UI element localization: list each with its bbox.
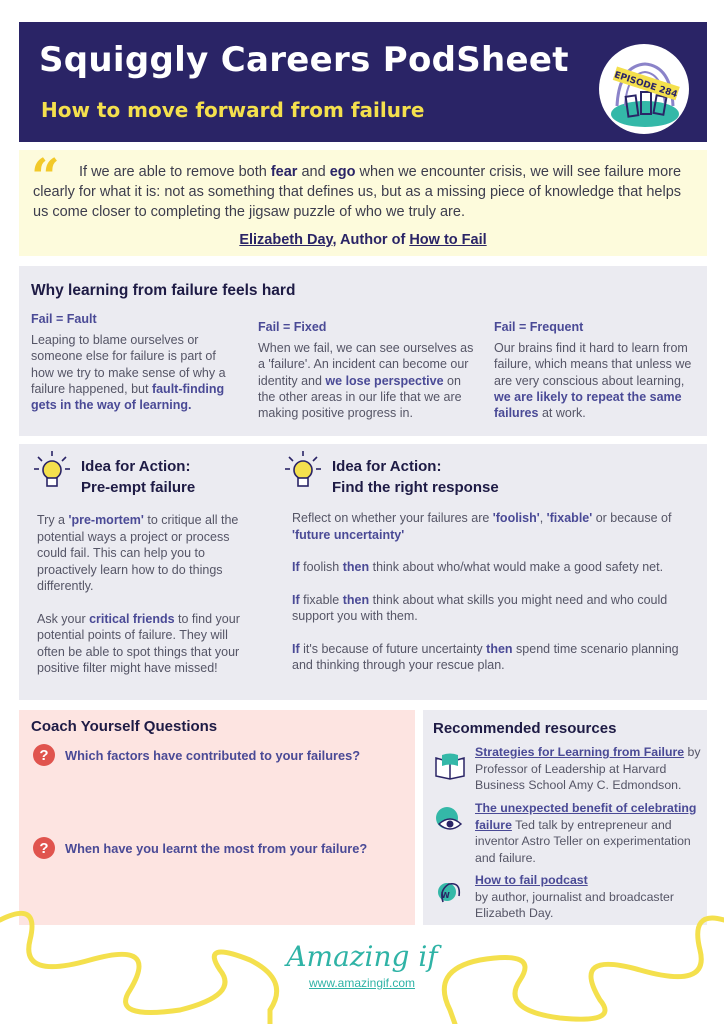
idea-left-body: Try a 'pre-mortem' to critique all the potential ways a project or process could fail. This can help you to proactively learn how to do things differently. Ask your critical friends to find your potential points of failure. They will often be able to spot things that your positive filter might have missed!	[37, 513, 240, 675]
lightbulb-icon	[284, 450, 322, 490]
resources-section: Recommended resources Strategies for Learning from Failure by Professor of Leadership at Harvard Business School Amy C. Edmondson. The unexpected benefit of celebrating failure Ted talk by entrepreneur and inventor Astro Teller on experimentation and failure. W How to fail podcast by author, journalist and broadcaster Elizabeth Day.	[423, 710, 707, 925]
why-section	[19, 266, 707, 436]
question-text: Which factors have contributed to your failures?	[65, 747, 361, 763]
fail-frequent-body: Our brains find it hard to learn from failure, which means that unless we are very conscious about learning, we are likely to repeat the same failures at work.	[494, 341, 692, 421]
resources-title: Recommended resources	[433, 720, 617, 737]
ideas-section	[19, 444, 707, 700]
fail-fixed-body: When we fail, we can see ourselves as a 'failure'. An incident can become our identity and we lose perspective on the other areas in our life that we are making positive progress in.	[258, 341, 474, 421]
book-icon	[433, 748, 467, 782]
fail-fixed-column	[258, 320, 476, 421]
lightbulb-icon	[33, 450, 71, 490]
episode-badge	[599, 44, 689, 134]
coach-section	[19, 710, 415, 925]
idea-left-title: Idea for Action: Pre-empt failure	[81, 458, 196, 496]
quote-box	[19, 147, 707, 256]
svg-text:W: W	[441, 891, 450, 900]
question-text: When have you learnt the most from your failure?	[65, 840, 368, 856]
coach-question	[33, 837, 367, 859]
quote-attribution: Elizabeth Day, Author of How to Fail	[239, 232, 487, 248]
page-subtitle: How to move forward from failure	[41, 98, 425, 122]
fail-frequent-column	[494, 320, 700, 421]
question-icon: ?	[33, 837, 55, 859]
book-link[interactable]: How to Fail	[409, 232, 487, 248]
quote-text: If we are able to remove both fear and ego when we encounter crisis, we will see failure more clearly for what it is: not as something that defines us, but as a missing piece of knowledge that helps us come closer to completing the jigsaw puzzle of who we truly are.	[33, 164, 682, 220]
quote-mark-icon: “	[31, 147, 60, 206]
fail-fault-heading: Fail = Fault	[31, 312, 97, 326]
header-banner	[19, 22, 707, 142]
website-link[interactable]: www.amazingif.com	[308, 976, 416, 990]
fail-frequent-heading: Fail = Frequent	[494, 320, 584, 334]
resource-link[interactable]: The unexpected benefit of celebrating failure	[475, 801, 697, 832]
amazing-if-logo: Amazing if	[286, 940, 438, 973]
idea-right-title: Idea for Action: Find the right response	[332, 458, 499, 496]
resource-link[interactable]: How to fail podcast	[475, 873, 588, 887]
why-title: Why learning from failure feels hard	[31, 282, 296, 299]
page-title: Squiggly Careers PodSheet	[39, 40, 569, 80]
question-icon: ?	[33, 744, 55, 766]
idea-right-body: Reflect on whether your failures are 'foolish', 'fixable' or because of 'future uncertainty' If foolish then think about who/what would make a good safety net. If fixable then think about what skills you might need and who could support you with them. If it's because of future uncertainty then spend time scenario planning and thinking through your rescue plan.	[292, 511, 679, 672]
episode-number: EPISODE 284	[612, 70, 679, 101]
fail-fault-column	[31, 312, 231, 413]
eye-icon	[433, 804, 467, 838]
resource-link[interactable]: Strategies for Learning from Failure	[475, 745, 685, 759]
author-link[interactable]: Elizabeth Day	[239, 232, 333, 248]
podcast-illustration-icon	[599, 44, 689, 134]
fail-fixed-heading: Fail = Fixed	[258, 320, 327, 334]
coach-question	[33, 744, 360, 766]
coach-title: Coach Yourself Questions	[31, 718, 218, 735]
fail-fault-body: Leaping to blame ourselves or someone else for failure is part of how we try to make sense of why a failure happened, but fault-finding gets in the way of learning.	[31, 333, 226, 413]
